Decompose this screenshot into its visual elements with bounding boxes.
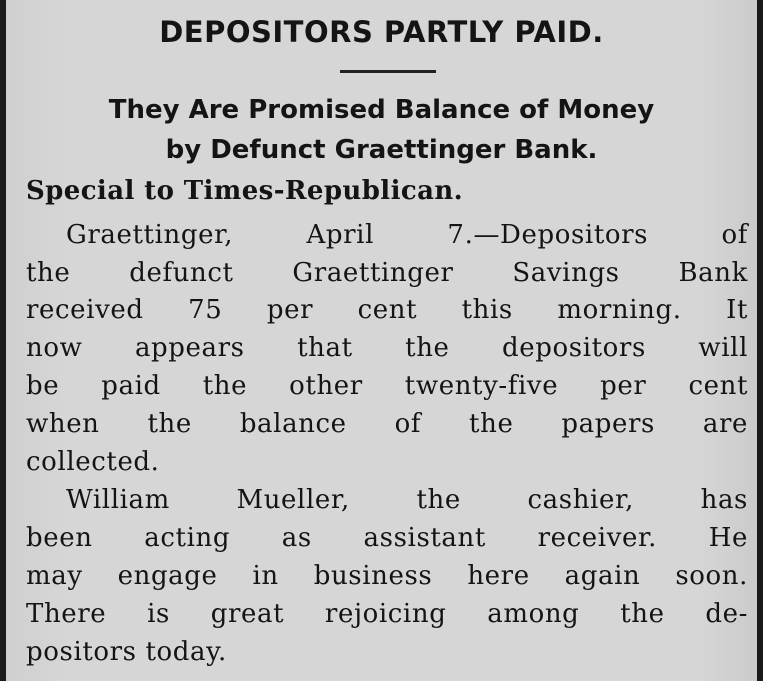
paragraph-2-line: been acting as assistant receiver. He — [26, 523, 748, 553]
newspaper-clipping — [6, 0, 757, 681]
paragraph-1-line: now appears that the depositors will — [26, 333, 748, 363]
paragraph-2-line: There is great rejoicing among the de- — [26, 599, 748, 629]
paragraph-1-line: be paid the other twenty-five per cent — [26, 371, 748, 401]
paragraph-1-line: when the balance of the papers are — [26, 409, 748, 439]
subheadline-line-2: by Defunct Graettinger Bank. — [165, 135, 598, 165]
paragraph-1-line: received 75 per cent this morning. It — [26, 295, 748, 325]
headline: DEPOSITORS PARTLY PAID. — [159, 15, 604, 49]
divider-rule — [340, 70, 436, 73]
dateline: Special to Times-Republican. — [26, 176, 464, 206]
paragraph-1-line: collected. — [26, 447, 160, 477]
paragraph-2-line: William Mueller, the cashier, has — [66, 485, 748, 515]
paragraph-1-line: the defunct Graettinger Savings Bank — [26, 258, 748, 288]
paragraph-2-line: may engage in business here again soon. — [26, 561, 748, 591]
paragraph-1-line: Graettinger, April 7.—Depositors of — [66, 220, 748, 250]
paragraph-2-line: positors today. — [26, 637, 227, 667]
subheadline-line-1: They Are Promised Balance of Money — [108, 95, 655, 125]
